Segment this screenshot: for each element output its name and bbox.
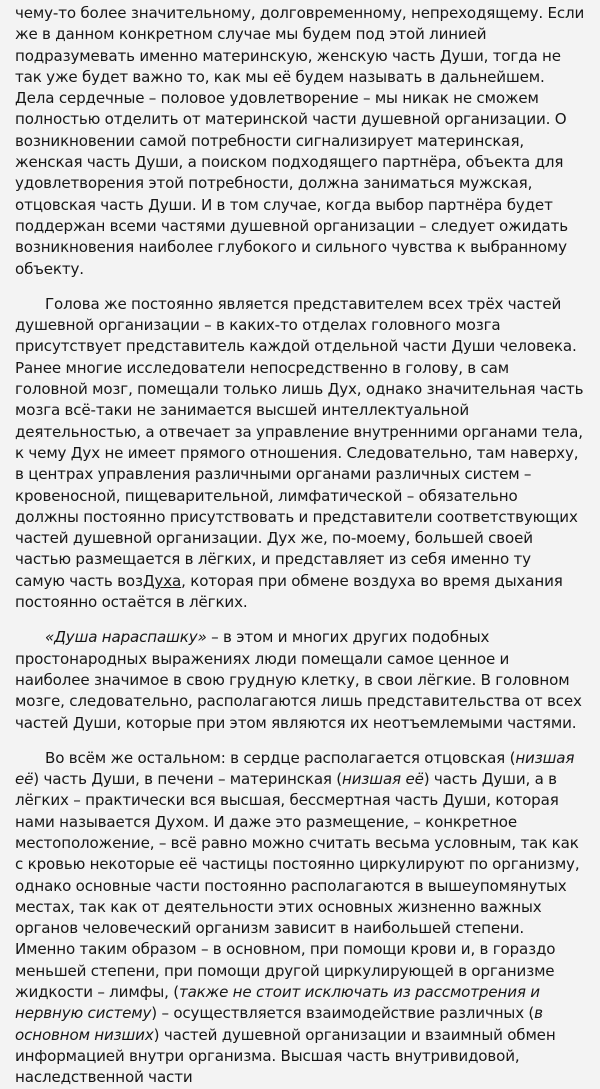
text-run: чему-то более значительному, долговременному, непреходящему. Если же в данном конкретном случае мы будем под этой линией подразумевать именно материнскую, женскую часть Души, тогда не так уже будет важно то, как мы её будем называть в дальнейшем. Дела сердечные – половое удовлетворение – мы никак не сможем полностью отделить от материнской части душевной организации. О возникновении самой потребности сигнализирует материнская, женская часть Души, а поиском подходящего партнёра, объекта для удовлетворения этой потребности, должна заниматься мужская, отцовская часть Души. И в том случае, когда выбор партнёра будет поддержан всеми частями душевной организации – следует ожидать возникновения наиболее глубокого и сильного чувства к выбранному объекту.: [15, 4, 585, 278]
text-run: – в этом и многих других подобных простонародных выражениях люди помещали самое ценное и наиболее значимое в свою грудную клетку, в свои лёгкие. В головном мозге, следовательно, располагаются лишь представительства от всех частей Души, которые при этом являются их неотъемлемыми частями.: [15, 628, 582, 732]
text-run: ) – осуществляется взаимодействие различных (: [151, 1004, 535, 1023]
text-run: Во всём же остальном: в сердце располагается отцовская (: [45, 748, 516, 767]
paragraph: [15, 748, 585, 1089]
paragraph: [15, 294, 585, 613]
underlined-text: Духа: [142, 571, 182, 590]
text-run: ) частей душевной организации и взаимный обмен информацией внутри организма. Высшая часть внутривидовой, наследственной части: [15, 1025, 556, 1087]
italic-text: «Душа нараспашку»: [45, 628, 207, 647]
italic-text: также не стоит исключать из рассмотрения и нервную систему: [15, 983, 540, 1023]
text-run: Голова же постоянно является представителем всех трёх частей душевной организации – в каких-то отделах головного мозга присутствует представитель каждой отдельной части Души человека. Ранее многие исследователи непосредственно в голову, в сам головной мозг, помещали только лишь Дух, однако значительная часть мозга всё-таки не занимается высшей интеллектуальной деятельностью, а отвечает за управление внутренними органами тела, к чему Дух не имеет прямого отношения. Следовательно, там наверху, в центрах управления различными органами различных систем – кровеносной, пищеварительной, лимфатической – обязательно должны постоянно присутствовать и представители соответствующих частей душевной организации. Дух же, по-моему, большей своей частью размещается в лёгких, и представляет из себя именно ту самую часть воз: [15, 294, 584, 590]
text-run: , которая при обмене воздуха во время дыхания постоянно остаётся в лёгких.: [15, 571, 563, 612]
italic-text: низшая её: [342, 770, 424, 789]
italic-text: низшая её: [15, 748, 575, 789]
paragraph: [15, 3, 585, 280]
text-run: ) часть Души, а в лёгких – практически вся высшая, бессмертная часть Души, которая нами называется Духом. И даже это размещение, – конкретное местоположение, – всё равно можно считать весьма условным, так как с кровью некоторые её частицы постоянно циркулируют по организму, однако основные части постоянно располагаются в вышеупомянутых местах, так как от деятельности этих основных жизненно важных органов человеческий организм зависит в наибольшей степени. Именно таким образом – в основном, при помощи крови и, в гораздо меньшей степени, при помощи другой циркулирующей в организме жидкости – лимфы, (: [15, 770, 580, 1002]
text-run: ) часть Души, в печени – материнская (: [33, 770, 343, 789]
italic-text: в основном низших: [15, 1004, 543, 1044]
paragraph: [15, 627, 585, 733]
